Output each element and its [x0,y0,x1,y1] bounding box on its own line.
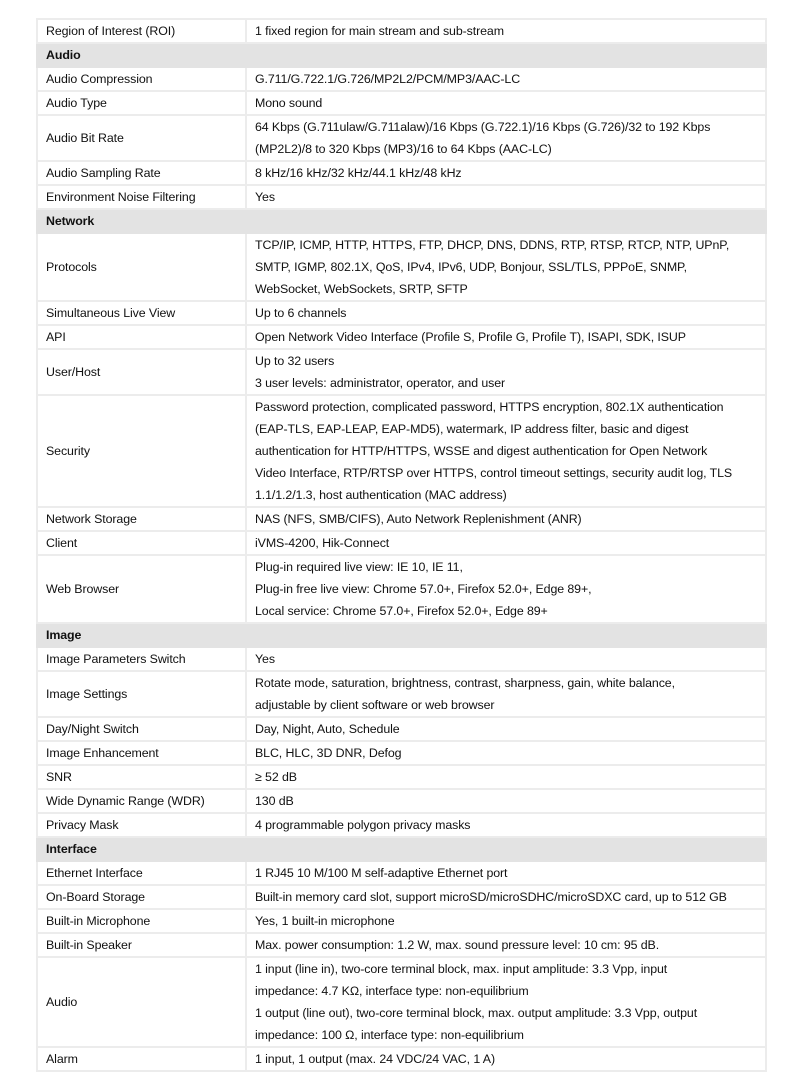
spec-row [37,741,766,765]
spec-value-line: (EAP-TLS, EAP-LEAP, EAP-MD5), watermark, IP address filter, basic and digest [255,422,689,436]
spec-value-line: authentication for HTTP/HTTPS, WSSE and digest authentication for Open Network [255,444,708,458]
spec-value-line: Local service: Chrome 57.0+, Firefox 52.0+, Edge 89+ [255,604,548,618]
spec-value [246,765,766,789]
spec-value [246,91,766,115]
spec-label: Simultaneous Live View [37,301,246,325]
spec-label: API [37,325,246,349]
spec-value [246,115,766,161]
section-header-row [37,623,766,647]
spec-value [246,233,766,301]
spec-label: Ethernet Interface [37,861,246,885]
spec-value-line: WebSocket, WebSockets, SRTP, SFTP [255,282,468,296]
spec-row [37,957,766,1047]
spec-value [246,861,766,885]
spec-label: Network Storage [37,507,246,531]
spec-label: Audio Bit Rate [37,115,246,161]
spec-value-line: Yes, 1 built-in microphone [255,914,395,928]
spec-value-line: impedance: 4.7 KΩ, interface type: non-equilibrium [255,984,529,998]
spec-value-line: 64 Kbps (G.711ulaw/G.711alaw)/16 Kbps (G.722.1)/16 Kbps (G.726)/32 to 192 Kbps [255,120,711,134]
spec-value-line: TCP/IP, ICMP, HTTP, HTTPS, FTP, DHCP, DNS, DDNS, RTP, RTSP, RTCP, NTP, UPnP, [255,238,730,252]
spec-value-line: Video Interface, RTP/RTSP over HTTPS, control timeout settings, security audit log, TLS [255,466,733,480]
spec-value-line: Open Network Video Interface (Profile S, Profile G, Profile T), ISAPI, SDK, ISUP [255,330,686,344]
spec-value-line: 4 programmable polygon privacy masks [255,818,471,832]
section-title: Interface [37,837,766,861]
spec-value-line: NAS (NFS, SMB/CIFS), Auto Network Replenishment (ANR) [255,512,582,526]
spec-value-line: 8 kHz/16 kHz/32 kHz/44.1 kHz/48 kHz [255,166,462,180]
spec-row [37,233,766,301]
section-title: Network [37,209,766,233]
spec-value-line: 3 user levels: administrator, operator, and user [255,376,506,390]
section-title: Audio [37,43,766,67]
spec-value-line: Day, Night, Auto, Schedule [255,722,400,736]
spec-row [37,555,766,623]
spec-value [246,301,766,325]
spec-value [246,555,766,623]
spec-value-line: Up to 6 channels [255,306,347,320]
spec-row [37,933,766,957]
spec-value-line: 1 input (line in), two-core terminal block, max. input amplitude: 3.3 Vpp, input [255,962,668,976]
spec-value-line: 1 input, 1 output (max. 24 VDC/24 VAC, 1 A) [255,1052,495,1066]
spec-label: Built-in Microphone [37,909,246,933]
spec-value [246,185,766,209]
spec-value-line: adjustable by client software or web browser [255,698,495,712]
specification-table-body [37,19,766,1071]
spec-row [37,765,766,789]
spec-value-line: iVMS-4200, Hik-Connect [255,536,390,550]
spec-value-line: Plug-in required live view: IE 10, IE 11, [255,560,463,574]
spec-value [246,19,766,43]
spec-label: User/Host [37,349,246,395]
spec-value-line: Rotate mode, saturation, brightness, contrast, sharpness, gain, white balance, [255,676,675,690]
spec-value [246,395,766,507]
spec-value [246,647,766,671]
spec-label: Audio [37,957,246,1047]
spec-value-line: ≥ 52 dB [255,770,297,784]
spec-label: Privacy Mask [37,813,246,837]
spec-value-line: 130 dB [255,794,294,808]
spec-value-line: BLC, HLC, 3D DNR, Defog [255,746,402,760]
spec-label: Protocols [37,233,246,301]
spec-value [246,813,766,837]
spec-value-line: (MP2L2)/8 to 320 Kbps (MP3)/16 to 64 Kbps (AAC-LC) [255,142,552,156]
spec-label: Image Settings [37,671,246,717]
spec-label: Environment Noise Filtering [37,185,246,209]
spec-value [246,957,766,1047]
spec-label: Client [37,531,246,555]
spec-value-line: Mono sound [255,96,323,110]
spec-label: Built-in Speaker [37,933,246,957]
spec-value [246,933,766,957]
spec-label: Audio Compression [37,67,246,91]
spec-row [37,507,766,531]
spec-value-line: 1 output (line out), two-core terminal block, max. output amplitude: 3.3 Vpp, output [255,1006,698,1020]
spec-row [37,91,766,115]
spec-row [37,395,766,507]
spec-row [37,717,766,741]
spec-row [37,185,766,209]
spec-value [246,67,766,91]
spec-value [246,789,766,813]
spec-value [246,161,766,185]
spec-row [37,885,766,909]
spec-value-line: SMTP, IGMP, 802.1X, QoS, IPv4, IPv6, UDP, Bonjour, SSL/TLS, PPPoE, SNMP, [255,260,687,274]
spec-value-line: 1.1/1.2/1.3, host authentication (MAC address) [255,488,507,502]
spec-value [246,885,766,909]
spec-row [37,671,766,717]
spec-label: SNR [37,765,246,789]
spec-row [37,861,766,885]
spec-value-line: 1 fixed region for main stream and sub-stream [255,24,504,38]
spec-label: Day/Night Switch [37,717,246,741]
spec-row [37,67,766,91]
section-header-row [37,837,766,861]
spec-label: On-Board Storage [37,885,246,909]
spec-value-line: Yes [255,190,275,204]
spec-label: Image Enhancement [37,741,246,765]
spec-value-line: Yes [255,652,275,666]
spec-row [37,115,766,161]
spec-value-line: Plug-in free live view: Chrome 57.0+, Firefox 52.0+, Edge 89+, [255,582,592,596]
spec-row [37,909,766,933]
spec-row [37,19,766,43]
spec-label: Security [37,395,246,507]
spec-value-line: Max. power consumption: 1.2 W, max. sound pressure level: 10 cm: 95 dB. [255,938,660,952]
spec-row [37,349,766,395]
spec-row [37,647,766,671]
spec-row [37,789,766,813]
spec-value-line: Up to 32 users [255,354,335,368]
spec-value [246,909,766,933]
spec-value [246,671,766,717]
spec-value-line: Built-in memory card slot, support microSD/microSDHC/microSDXC card, up to 512 GB [255,890,727,904]
spec-value-line: impedance: 100 Ω, interface type: non-equilibrium [255,1028,524,1042]
spec-value [246,325,766,349]
spec-label: Region of Interest (ROI) [37,19,246,43]
spec-label: Audio Type [37,91,246,115]
spec-value [246,349,766,395]
spec-label: Audio Sampling Rate [37,161,246,185]
spec-value-line: G.711/G.722.1/G.726/MP2L2/PCM/MP3/AAC-LC [255,72,521,86]
spec-row [37,325,766,349]
spec-row [37,813,766,837]
section-header-row [37,43,766,67]
spec-value-line: 1 RJ45 10 M/100 M self-adaptive Ethernet port [255,866,508,880]
spec-value [246,717,766,741]
section-title: Image [37,623,766,647]
spec-label: Web Browser [37,555,246,623]
spec-row [37,1047,766,1071]
spec-row [37,531,766,555]
spec-value [246,1047,766,1071]
specification-table [36,18,767,1072]
spec-label: Alarm [37,1047,246,1071]
spec-row [37,301,766,325]
spec-value [246,741,766,765]
spec-value [246,531,766,555]
spec-value-line: Password protection, complicated password, HTTPS encryption, 802.1X authentication [255,400,724,414]
section-header-row [37,209,766,233]
spec-value [246,507,766,531]
spec-label: Image Parameters Switch [37,647,246,671]
spec-row [37,161,766,185]
spec-label: Wide Dynamic Range (WDR) [37,789,246,813]
